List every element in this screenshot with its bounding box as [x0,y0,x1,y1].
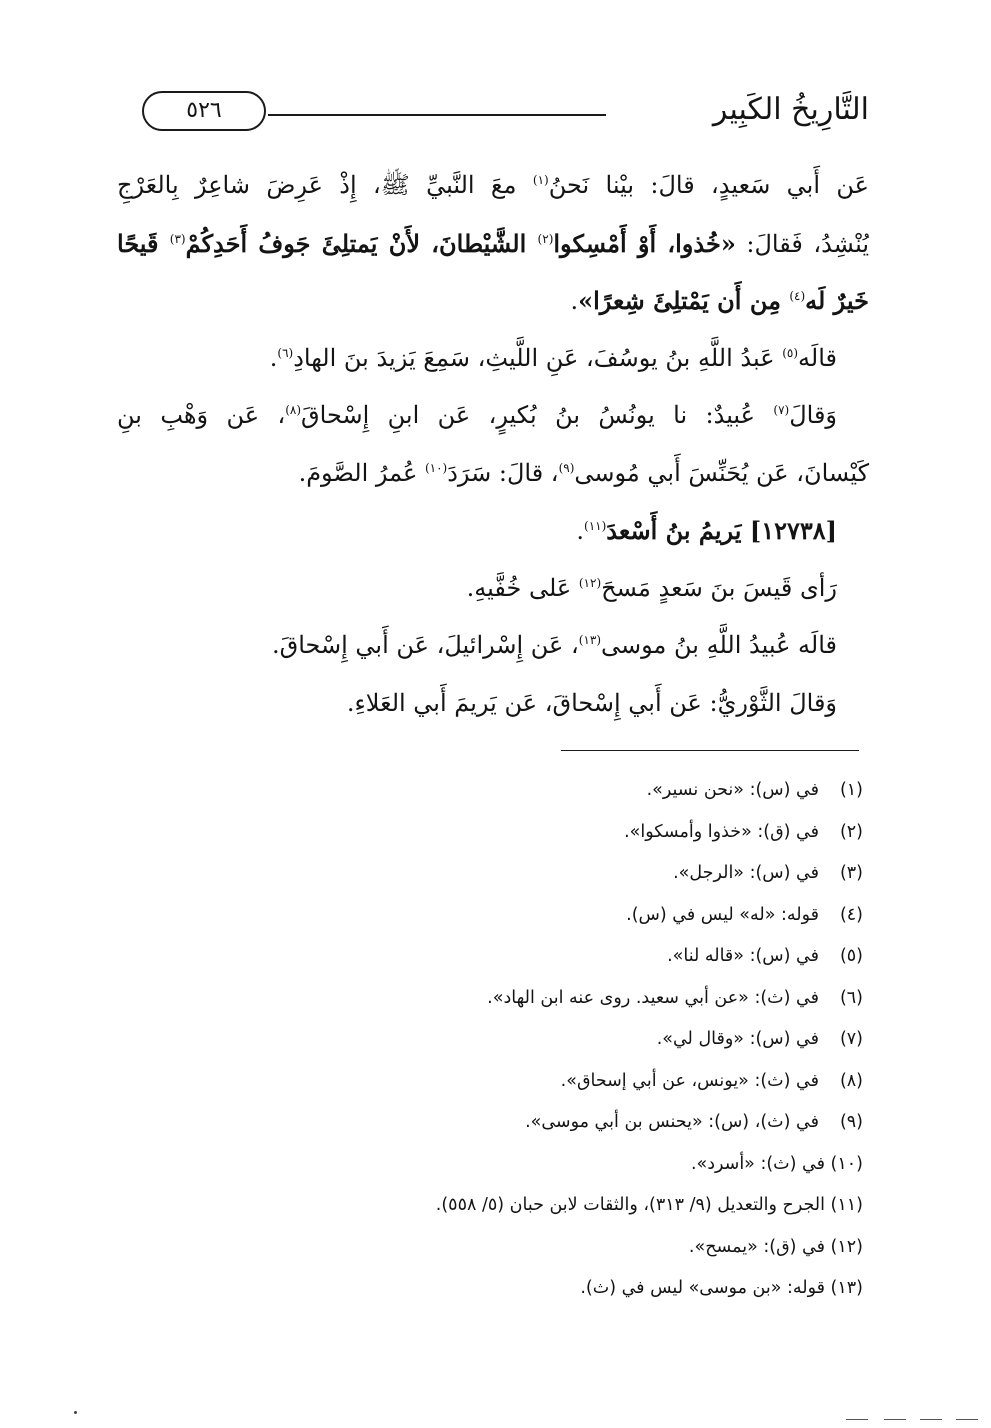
text-run: معَ النَّبيِّ ﷺ، إِذْ عَرِضَ شاعِرٌ بِالعَرْجِ [117,171,533,199]
footnote-text: في (ث): «يونس، عن أبي إسحاق». [560,1070,819,1091]
footnote-number: (١١) [830,1195,863,1215]
text-run: عَبدُ اللَّهِ بنُ يوسُفَ، عَنِ اللَّيثِ، سَمِعَ يَزيدَ بنَ الهادِ [293,343,783,372]
footnote-number: (٨) [839,1070,863,1091]
footnote [123,978,863,1020]
scan-mark [956,1419,978,1420]
footnote-number: (٤) [839,904,863,925]
footnote-text: في (ث): «أسرد». [690,1153,825,1174]
scan-mark [884,1419,906,1420]
footnote-marker: (٧) [773,403,790,417]
footnotes [123,770,863,1310]
footnote-text: قوله: «بن موسى» ليس في (ث). [580,1278,825,1298]
footnote-number: (١٠) [830,1153,863,1174]
footnote-marker: (٢) [537,231,554,246]
footnote [123,1102,863,1144]
scan-mark [846,1419,868,1420]
text-line [117,617,869,675]
entry-heading [117,502,869,560]
footnote-text: في (ث)، (س): «يحنس بن أبي موسى». [525,1112,819,1132]
footnote [123,1185,863,1227]
text-run: عُبيدٌ: نا يونُسُ بنُ بُكيرٍ، عَن ابنِ إِسْحاقَ [301,401,774,429]
page-header [0,84,991,144]
text-line [117,387,869,445]
footnote-text: قوله: «له» ليس في (س). [626,904,819,925]
text-line [117,157,869,215]
bold-text: قَيحًا [117,228,170,258]
footnote [123,770,863,812]
footnote-marker: (١) [532,173,549,187]
footnote-number: (١٢) [830,1236,863,1257]
footnote [123,895,863,937]
footnote [123,1227,863,1269]
footnote-marker: (١٠) [424,460,448,475]
text-line [117,330,869,388]
text-line [117,445,869,503]
footnote-text: في (س): «قاله لنا». [667,946,819,966]
footnote-number: (٦) [839,987,863,1008]
text-run: ، قالَ: سَرَدَ [447,458,559,487]
footnote-number: (١٣) [830,1278,863,1298]
footnote-marker: (٤) [789,289,806,303]
text-run: عَن أَبي سَعيدٍ، قالَ: بيْنا نَحنُ [548,171,869,199]
book-title: التَّارِيخُ الكَبِير [712,92,869,127]
text-line [117,215,869,273]
text-run: عَلى خُفَّيهِ. [466,573,579,602]
footnote-marker: (٨) [285,403,302,417]
footnote-text: في (س): «الرجل». [673,863,819,883]
bold-text: خَيرٌ لَه [805,286,869,315]
text-run: كَيْسانَ، عَن يُحَنِّسَ أَبي مُوسى [574,458,869,487]
footnote-text: في (س): «وقال لي». [656,1029,819,1049]
footnote-marker: (١١) [584,519,607,533]
footnote-number: (١) [839,780,863,800]
bold-text: الشَّيْطانَ، لأَنْ يَمتلِئَ جَوفُ أَحَدِكُمْ [185,228,538,258]
header-rule [268,114,606,116]
footnote-text: في (ق): «يمسح». [688,1236,825,1257]
footnote [123,1061,863,1103]
main-text [117,157,869,732]
text-run: قالَه عُبيدُ اللَّهِ بنُ موسى [601,631,837,659]
text-run: قالَه [798,343,837,372]
text-run: وَقالَ [789,401,838,429]
text-run: . [570,287,579,315]
footnote [123,1144,863,1186]
footnote-number: (٢) [839,821,863,842]
footnote-number: (٩) [839,1112,863,1132]
footnote-marker: (١٢) [578,575,602,590]
bold-text: «خُذوا، أَوْ أَمْسِكوا [553,228,736,258]
bold-text: [١٢٧٣٨] يَريمُ بنُ أَسْعدَ [606,516,837,545]
footnote [123,812,863,854]
text-run: يُنْشِدُ، فَقالَ: [735,229,869,258]
page-number: ٥٢٦ [142,91,266,131]
footnote-marker: (٥) [782,345,799,360]
text-run: عُمرُ الصَّومَ. [298,458,425,487]
text-line [117,675,869,733]
text-run: . [269,343,278,372]
footnote-text: في (ث): «عن أبي سعيد. روى عنه ابن الهاد». [487,987,819,1008]
text-run: وَقالَ الثَّوْريُّ: عَن أَبي إِسْحاقَ، عَن يَريمَ أَبي العَلاءِ. [346,688,837,717]
footnote [123,1268,863,1310]
footnote [123,1019,863,1061]
text-run: رَأى قَيسَ بنَ سَعدٍ مَسحَ [601,573,837,602]
footnote-text: الجرح والتعديل (٩/ ٣١٣)، والثقات لابن حبان (٥/ ٥٥٨). [435,1195,825,1215]
text-line [117,560,869,618]
text-run: . [576,517,585,545]
text-line [117,272,869,330]
footnote-number: (٣) [839,863,863,883]
footnote-marker: (١٣) [578,633,601,647]
footnote-number: (٧) [839,1029,863,1049]
text-run: ، عَن إِسْرائيلَ، عَن أَبي إِسْحاقَ. [271,631,579,659]
footnote-separator [561,750,859,751]
scan-mark [74,1411,77,1414]
scan-mark [920,1419,942,1420]
text-run: ، عَن وَهْبِ بنِ [117,401,286,429]
footnote [123,936,863,978]
footnote [123,853,863,895]
footnote-text: في (س): «نحن نسير». [646,780,819,800]
footnote-marker: (٩) [558,460,575,475]
footnote-text: في (ق): «خذوا وأمسكوا». [624,821,819,842]
bold-text: مِن أَن يَمْتلِئَ شِعرًا» [578,286,790,315]
footnote-marker: (٣) [169,231,186,246]
footnote-marker: (٦) [277,345,294,360]
footnote-number: (٥) [839,946,863,966]
